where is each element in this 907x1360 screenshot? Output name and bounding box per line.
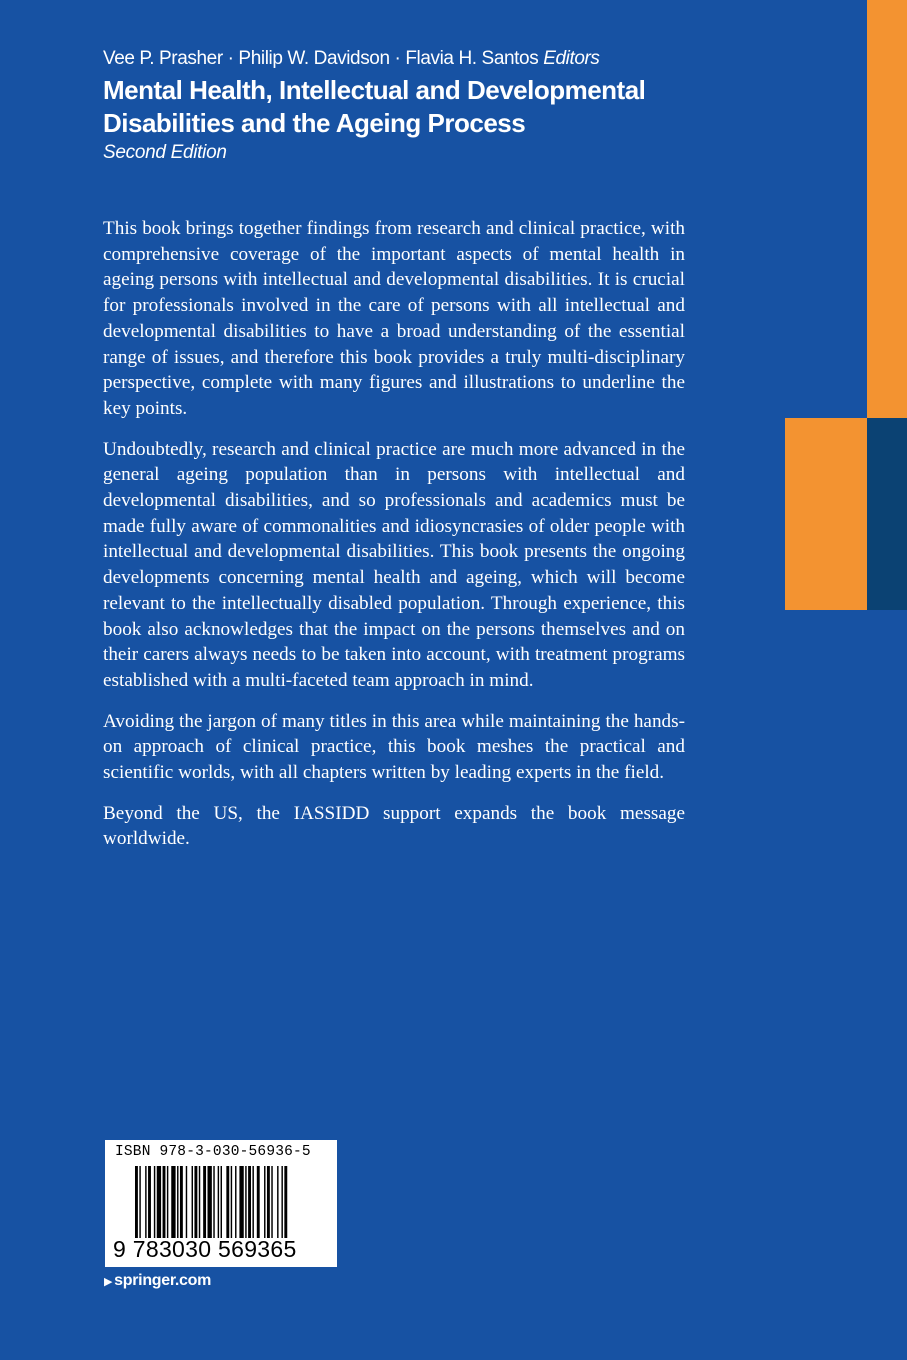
title-line-2: Disabilities and the Ageing Process [103,108,526,138]
cover-header [103,46,763,166]
edition-label: Second Edition [103,142,227,163]
blurb-paragraph-2: Undoubtedly, research and clinical practice are much more advanced in the general ageing population than in persons with intellectual and developmental disabilities, and so professionals and academics must be made fully aware of commonalities and idiosyncrasies of older people with intellectual and developmental disabilities. This book presents the ongoing developments concerning mental health and ageing, which will become relevant to the intellectually disabled population. Through experience, this book also acknowledges that the impact on the persons themselves and on their carers always needs to be taken into account, with treatment programs established with a multi-faceted team approach in mind. [103,438,685,691]
publisher-url: springer.com [114,1272,212,1289]
barcode-icon [135,1166,331,1238]
blurb [103,216,685,867]
editors-names: Vee P. Prasher · Philip W. Davidson · Flavia H. Santos [103,48,539,69]
book-title [103,74,763,140]
orange-stripe-top [867,0,907,418]
isbn-number: ISBN 978-3-030-56936-5 [115,1144,311,1160]
editors-line [103,46,763,72]
barcode-box [105,1140,337,1267]
blurb-paragraph-1: This book brings together findings from research and clinical practice, with comprehensive coverage of the important aspects of mental health in ageing persons with intellectual and developmental disabilities. It is crucial for professionals involved in the care of persons with all intellectual and developmental disabilities to have a broad understanding of the essential range of issues, and therefore this book provides a truly multi-disciplinary perspective, complete with many figures and illustrations to underline the key points. [103,218,685,419]
triangle-right-icon: ▶ [104,1276,113,1288]
ean-number: 9 783030 569365 [113,1236,297,1262]
blurb-paragraph-4: Beyond the US, the IASSIDD support expands the book message worldwide. [103,802,685,850]
editors-role: Editors [543,48,600,69]
navy-stripe-block [867,418,907,610]
orange-stripe-block [785,418,867,610]
title-line-1: Mental Health, Intellectual and Developmental [103,75,646,105]
blurb-paragraph-3: Avoiding the jargon of many titles in this area while maintaining the hands-on approach of clinical practice, this book meshes the practical and scientific worlds, with all chapters written by leading experts in the field. [103,710,685,784]
publisher-link[interactable] [104,1272,211,1290]
